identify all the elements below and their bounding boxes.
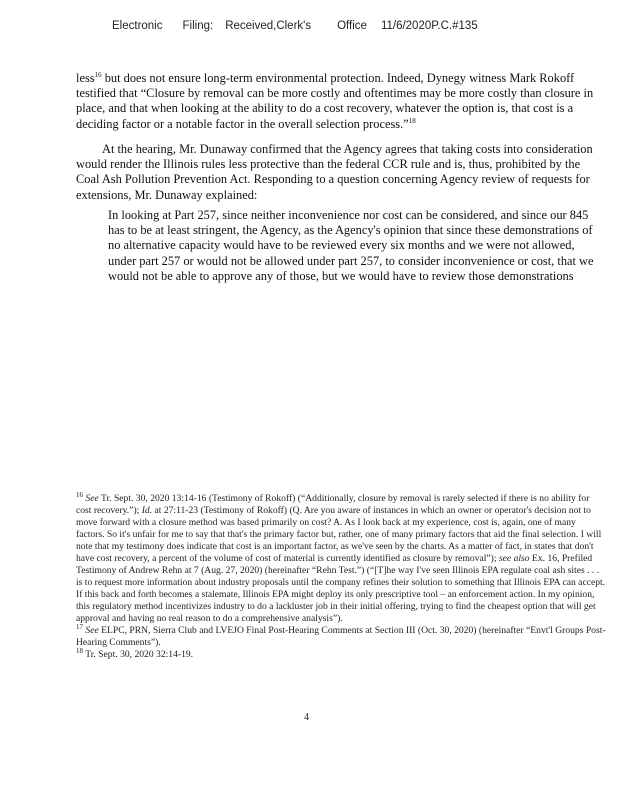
header-electronic: Electronic bbox=[112, 20, 163, 32]
footnotes bbox=[76, 490, 606, 661]
header-date-pc: 11/6/2020P.C.#135 bbox=[380, 20, 478, 32]
footnote-ref-16[interactable]: 16 bbox=[94, 70, 102, 79]
footnote-18-text: Tr. Sept. 30, 2020 32:14-19. bbox=[83, 649, 194, 660]
footnote-17-see: See bbox=[85, 625, 99, 636]
header-office: Office bbox=[337, 20, 367, 32]
footnote-17-text: ELPC, PRN, Sierra Club and LVEJO Final Post-Hearing Comments at Section III (Oct. 30, 2020) (hereinafter “Envt'l Groups Post-Hearing Comments”). bbox=[76, 625, 606, 648]
paragraph-costs bbox=[76, 71, 596, 132]
footnote-17 bbox=[76, 622, 606, 649]
footnote-17-num: 17 bbox=[76, 622, 83, 631]
footnote-16-num: 16 bbox=[76, 490, 83, 499]
header-filing: Filing: bbox=[182, 20, 214, 32]
footnote-18 bbox=[76, 646, 606, 661]
footnote-16-see-also: see also bbox=[498, 553, 530, 564]
footnote-18-num: 18 bbox=[76, 646, 83, 655]
footnote-ref-18[interactable]: 18 bbox=[408, 116, 416, 125]
footnote-16-text-a: Tr. Sept. 30, 2020 13:14-16 (Testimony of Rokoff) (“Additionally, closure by removal is rarely selected if there is no ability for cost recovery.”); bbox=[76, 493, 590, 516]
page-number: 4 bbox=[304, 712, 309, 723]
para1-text-b: but does not ensure long-term environmental protection. Indeed, Dynegy witness Mark Rokoff testified that “Closure by removal can be more costly and oftentimes may be more costly than closure in place, and that when looking at the ability to do a cost recovery, whatever the option is, that cost is a deciding factor or a notable factor in the overall selection process.” bbox=[76, 71, 594, 131]
block-quote-dunaway: In looking at Part 257, since neither inconvenience nor cost can be considered, and since our 845 has to be at least stringent, the Agency, as the Agency's opinion that since these demonstrations of no alternative capacity would have to be reviewed every six months and we were not allowed, under part 257 or would not be allowed under part 257, to consider inconvenience or cost, that we would not be able to approve any of those, but we would have to review those demonstrations bbox=[108, 208, 594, 283]
footnote-16-text-c: Ex. 16, Prefiled Testimony of Andrew Rehn at 7 (Aug. 27, 2020) (hereinafter “Rehn Test.”) (“[T]he way I've seen Illinois EPA regulate coal ash sites . . . is to request more information about industry proposals until the company refines their solution to something that Illinois EPA can accept. If this back and forth becomes a stalemate, Illinois EPA might deploy its only prescriptive tool – an enforcement action. In my opinion, this regulatory method incentivizes industry to do a lackluster job in their initial offering, trying to find the cheapest option that will get approval and having no real reason to do a comprehensive analysis”). bbox=[76, 553, 606, 624]
footnote-16-see: See bbox=[85, 493, 99, 504]
paragraph-hearing: At the hearing, Mr. Dunaway confirmed that the Agency agrees that taking costs into consideration would render the Illinois rules less protective than the federal CCR rule and is, thus, prohibited by the Coal Ash Pollution Prevention Act. Responding to a question concerning Agency review of requests for extensions, Mr. Dunaway explained: bbox=[76, 142, 593, 202]
header-received: Received,Clerk's bbox=[225, 20, 312, 32]
footnote-16-text-b: at 27:11-23 (Testimony of Rokoff) (Q. Are you aware of instances in which an owner or operator's decision not to move forward with a closure method was based primarily on cost? A. As I look back at my experience, cost is, again, one of many factors. So it's unfair for me to say that that's the primary factor but, rather, one of many primary factors that aid the final selection. I will note that my testimony does indicate that cost is an important factor, as we've seen by the charts. As a matter of fact, in states that don't have cost recovery, a percent of the volume of cost of material is currently identified as closure by removal”); bbox=[76, 505, 602, 564]
footnote-16 bbox=[76, 490, 606, 625]
para1-text-a: less bbox=[76, 71, 95, 85]
filing-header bbox=[112, 20, 532, 32]
footnote-16-id: Id. bbox=[141, 505, 153, 516]
